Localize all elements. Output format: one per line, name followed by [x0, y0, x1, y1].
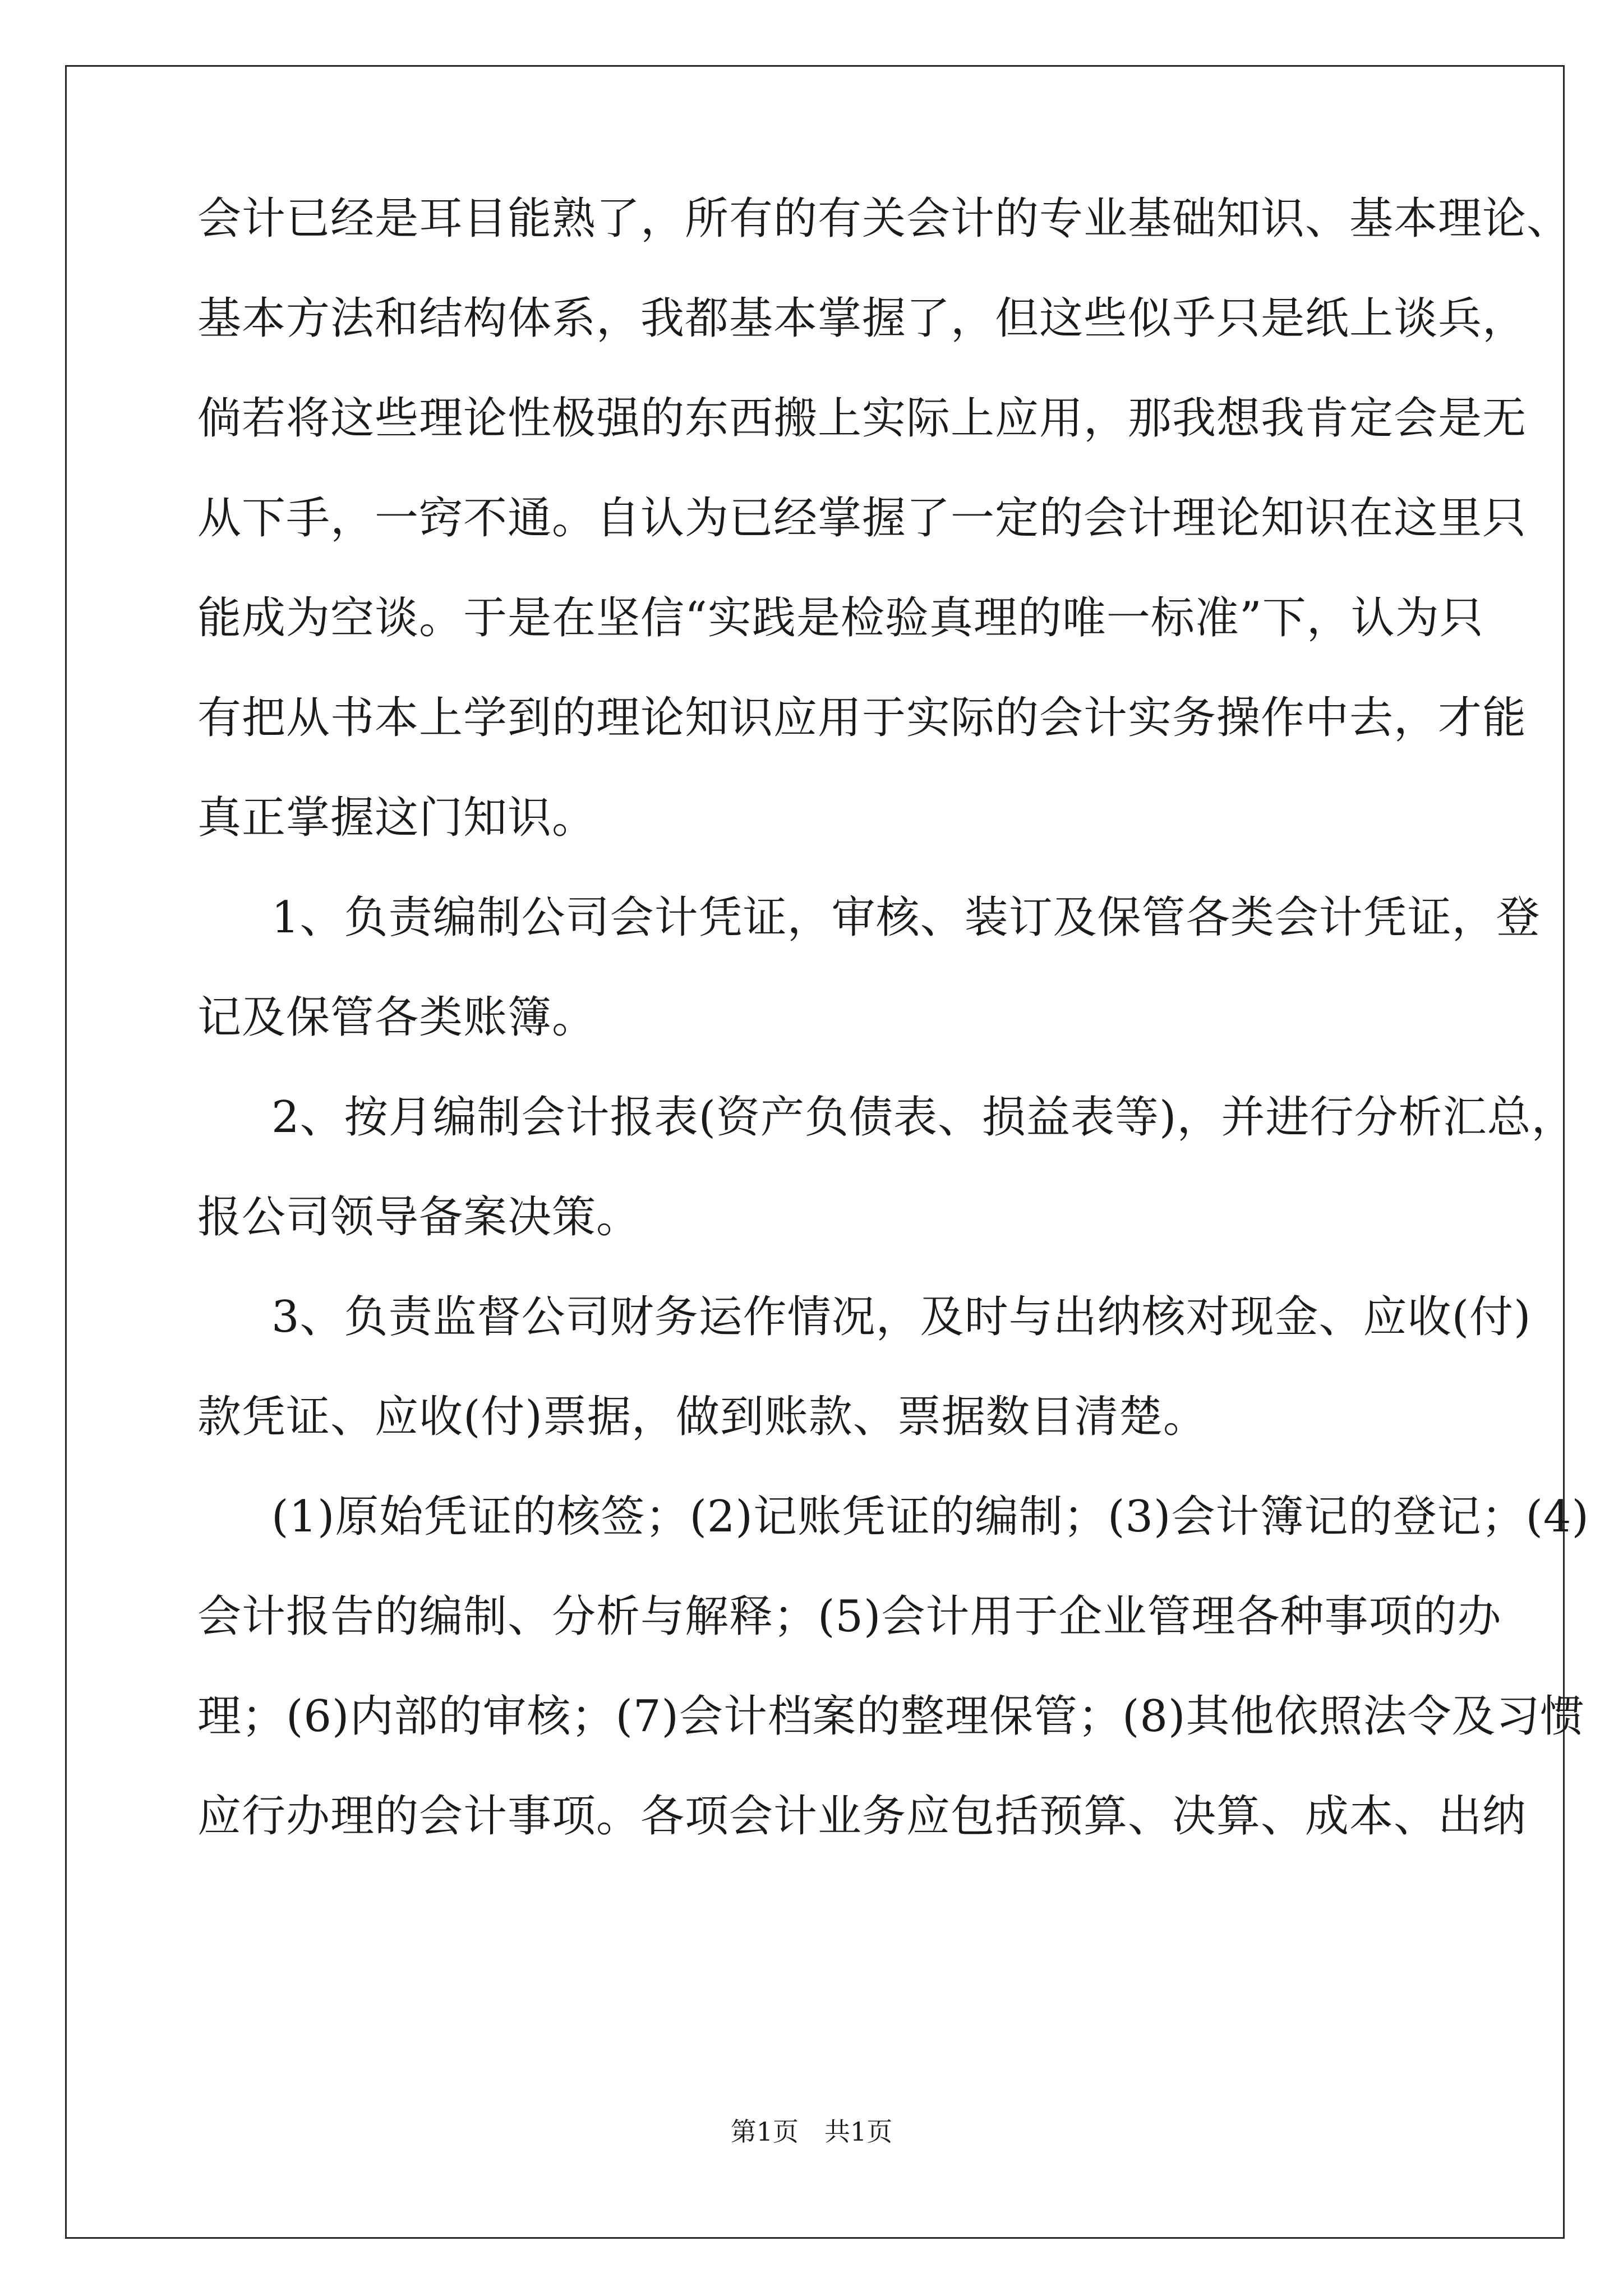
paragraph-line: 基本方法和结构体系，我都基本掌握了，但这些似乎只是纸上谈兵， — [197, 293, 1527, 344]
paragraph-line: 款凭证、应收(付)票据，做到账款、票据数目清楚。 — [197, 1392, 1207, 1442]
paragraph-line: 2、按月编制会计报表(资产负债表、损益表等)，并进行分析汇总， — [271, 1092, 1576, 1143]
paragraph-line: 会计已经是耳目能熟了，所有的有关会计的专业基础知识、基本理论、 — [197, 194, 1571, 244]
paragraph-line: 理；(6)内部的审核；(7)会计档案的整理保管；(8)其他依照法令及习惯 — [197, 1691, 1585, 1742]
paragraph-line: 从下手，一窍不通。自认为已经掌握了一定的会计理论知识在这里只 — [197, 493, 1527, 544]
paragraph-line: (1)原始凭证的核签；(2)记账凭证的编制；(3)会计簿记的登记；(4) — [271, 1492, 1589, 1542]
paragraph-line: 应行办理的会计事项。各项会计业务应包括预算、决算、成本、出纳 — [197, 1791, 1527, 1842]
page-number: 第1页 共1页 — [730, 2116, 893, 2147]
paragraph-line: 记及保管各类账簿。 — [197, 992, 597, 1043]
document-body — [197, 191, 1589, 1888]
paragraph-line: 有把从书本上学到的理论知识应用于实际的会计实务操作中去，才能 — [197, 693, 1527, 743]
paragraph-line: 倘若将这些理论性极强的东西搬上实际上应用，那我想我肯定会是无 — [197, 393, 1527, 444]
paragraph-line: 3、负责监督公司财务运作情况，及时与出纳核对现金、应收(付) — [271, 1292, 1532, 1342]
paragraph-line: 1、负责编制公司会计凭证，审核、装订及保管各类会计凭证，登 — [271, 892, 1541, 943]
paragraph-line: 能成为空谈。于是在坚信“实践是检验真理的唯一标准”下，认为只 — [197, 593, 1484, 643]
paragraph-line: 报公司领导备案决策。 — [197, 1192, 641, 1243]
paragraph-line: 真正掌握这门知识。 — [197, 793, 597, 843]
paragraph-line: 会计报告的编制、分析与解释；(5)会计用于企业管理各种事项的办 — [197, 1591, 1502, 1642]
